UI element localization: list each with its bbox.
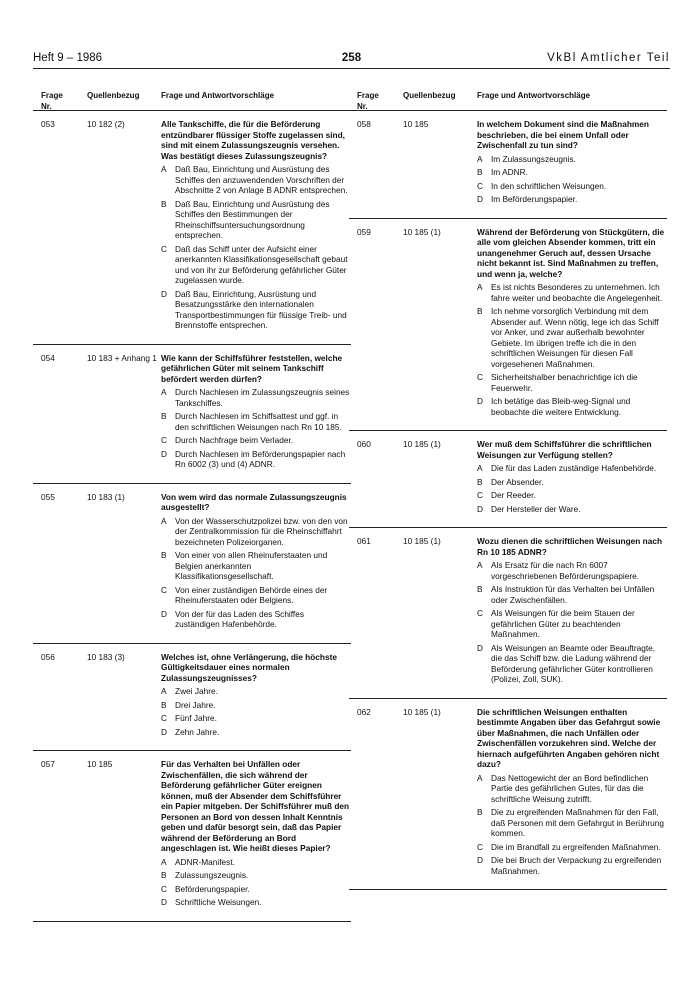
option-text: Als Ersatz für die nach Rn 6007 vorgeschriebenen Beförderungspapiere. (491, 560, 640, 581)
answer-option (477, 608, 667, 640)
question-body (161, 652, 351, 738)
question-text: Wozu dienen die schriftlichen Weisungen nach Rn 10 185 ADNR? (477, 536, 663, 557)
question-entry (33, 751, 351, 922)
answer-option (477, 194, 667, 205)
question-list (349, 111, 667, 890)
option-letter: A (161, 387, 167, 397)
option-letter: A (161, 856, 167, 867)
question-number: 059 (357, 226, 371, 237)
option-letter: D (161, 897, 167, 907)
publication-title: VkBl Amtlicher Teil (547, 52, 670, 64)
question-entry (349, 431, 667, 528)
answer-option (477, 463, 667, 474)
answer-option (477, 154, 667, 165)
option-letter: B (477, 167, 483, 177)
question-text: In welchem Dokument sind die Maßnahmen beschrieben, die bei einem Unfall oder Zwischenfall zu tun sind? (477, 119, 649, 150)
question-number: 055 (41, 491, 55, 502)
answer-option (477, 477, 667, 488)
source-reference: 10 185 (1) (403, 706, 441, 717)
option-text: Zehn Jahre. (175, 726, 220, 737)
option-text: Ich betätige das Bleib-weg-Signal und beobachte die weitere Entwicklung. (491, 396, 631, 417)
answer-option (161, 550, 351, 582)
option-text: Durch Nachlesen im Zulassungszeugnis seines Tankschiffes. (175, 387, 350, 408)
question-body (161, 353, 351, 470)
question-list (33, 111, 351, 922)
answer-option (477, 773, 667, 805)
answer-option (477, 504, 667, 515)
answer-option (161, 387, 351, 408)
question-entry (349, 528, 667, 699)
option-letter: D (477, 194, 483, 204)
question-number: 058 (357, 119, 371, 129)
source-reference: 10 183 + Anhang 1 (87, 352, 157, 363)
question-entry (33, 484, 351, 644)
option-letter: D (161, 726, 167, 737)
question-text: Welches ist, ohne Verlängerung, die höchste Gültigkeitsdauer eines normalen Zulassungszeugnisses? (161, 651, 337, 683)
question-text: Die schriftlichen Weisungen enthalten bestimmte Angaben über das Gefahrgut sowie über Maßnahmen, die nach Unfällen oder Zwischenfällen vorzukehren sind. Welche der hiernach aufgeführten Angaben gehören nicht dazu? (477, 706, 661, 769)
option-letter: A (161, 164, 167, 174)
option-letter: D (161, 288, 167, 299)
column-header (349, 88, 667, 111)
option-text: Die zu ergreifenden Maßnahmen für den Fall, daß Personen mit dem Gefahrgut in Berührung kommen. (491, 807, 664, 838)
option-text: Zulassungszeugnis. (175, 870, 249, 880)
option-letter: C (477, 608, 483, 618)
option-text: Durch Nachlesen im Beförderungspapier nach Rn 6002 (3) und (4) ADNR. (175, 448, 346, 469)
question-number: 057 (41, 759, 55, 769)
option-letter: C (477, 372, 483, 382)
question-entry (349, 219, 667, 432)
option-letter: A (477, 560, 483, 570)
source-reference: 10 182 (2) (87, 119, 125, 129)
option-letter: C (161, 713, 167, 723)
option-text: Von einer von allen Rheinuferstaaten und Belgien anerkannten Klassifikationsgesellschaft. (175, 550, 328, 581)
question-entry (33, 345, 351, 484)
answer-option (161, 700, 351, 711)
option-text: Die im Brandfall zu ergreifenden Maßnahmen. (491, 841, 661, 852)
answer-option (161, 857, 351, 868)
question-number: 062 (357, 706, 371, 717)
option-letter: A (477, 772, 483, 783)
option-text: Daß Bau, Einrichtung, Ausrüstung und Besatzungsstärke den internationalen Transportbestimmungen für flüssige Treib- und Brennstoffe entsprechen. (175, 288, 347, 330)
option-text: Im Zulassungszeugnis. (491, 153, 576, 164)
answer-option (161, 199, 351, 241)
option-letter: A (477, 463, 483, 473)
option-text: Durch Nachfrage beim Verlader. (175, 435, 294, 445)
option-text: Der Hersteller der Ware. (491, 503, 581, 514)
option-letter: B (161, 411, 167, 421)
option-text: Von der Wasserschutzpolizei bzw. von den von der Zentralkommission für die Rheinschiffahrt bezeichneten Polizeiorganen. (175, 515, 348, 547)
option-text: Zwei Jahre. (175, 686, 218, 696)
answer-option (477, 855, 667, 876)
option-letter: B (477, 584, 483, 594)
answer-option (477, 282, 667, 303)
question-body (477, 119, 667, 205)
source-reference: 10 185 (1) (403, 536, 441, 546)
question-text: Von wem wird das normale Zulassungszeugnis ausgestellt? (161, 491, 347, 512)
option-letter: B (161, 550, 167, 560)
answer-option (161, 727, 351, 738)
option-text: Daß Bau, Einrichtung und Ausrüstung des Schiffes den Bestimmungen der Rheinschiffsuntersuchungsordnung entsprechen. (175, 198, 330, 240)
question-number: 053 (41, 119, 55, 129)
answer-option (477, 490, 667, 501)
option-letter: B (161, 198, 167, 209)
option-letter: C (477, 841, 483, 852)
question-number: 060 (357, 439, 371, 449)
option-text: Sicherheitshalber benachrichtige ich die Feuerwehr. (491, 372, 638, 393)
question-body (477, 536, 667, 685)
question-body (477, 439, 667, 514)
question-text: Für das Verhalten bei Unfällen oder Zwischenfällen, die sich während der Beförderung gefährlicher Güter ereignen können, muß der Absender dem Schiffsführer ein Papier mitgeben. Der Schiffsführer muß den Personen an Bord von dessen Inhalt Kenntnis geben und dafür besorgt sein, daß das Papier während der Beförderung an Bord angeschlagen ist. Wie heißt dieses Papier? (161, 759, 350, 853)
question-body (161, 119, 351, 331)
issue-label: Heft 9 – 1986 (33, 52, 103, 64)
question-entry (33, 111, 351, 345)
option-text: Beförderungspapier. (175, 883, 250, 894)
option-text: Durch Nachlesen im Schiffsattest und ggf. in den schriftlichen Weisungen nach Rn 10 185. (175, 411, 342, 432)
option-text: Im ADNR. (491, 167, 528, 177)
question-number: 054 (41, 352, 55, 363)
question-body (477, 227, 667, 418)
source-reference: 10 183 (1) (87, 491, 125, 502)
right-column (349, 88, 667, 890)
question-body (161, 759, 351, 908)
source-reference: 10 183 (3) (87, 651, 125, 662)
option-text: Das Nettogewicht der an Bord befindlichen Partie des gefährlichen Gutes, für das die schriftliche Weisung zutrifft. (491, 772, 649, 804)
option-letter: C (161, 584, 167, 595)
question-text: Wer muß dem Schiffsführer die schriftlichen Weisungen zur Verfügung stellen? (477, 439, 652, 460)
option-letter: B (161, 699, 167, 710)
question-body (477, 707, 667, 877)
answer-option (477, 643, 667, 685)
source-reference: 10 185 (87, 759, 113, 769)
header-fragen: Frage und Antwortvorschläge (161, 91, 275, 100)
answer-option (161, 609, 351, 630)
option-letter: C (161, 435, 167, 445)
question-number: 056 (41, 651, 55, 662)
option-text: Der Reeder. (491, 490, 536, 500)
answer-option (161, 585, 351, 606)
question-entry (349, 699, 667, 891)
option-letter: C (477, 490, 483, 500)
option-text: Daß das Schiff unter der Aufsicht einer anerkannten Klassifikationsgesellschaft gebaut und von ihr zur Beförderung gefährlicher Güter zugelassen wurde. (175, 243, 348, 285)
option-letter: B (477, 476, 483, 487)
option-letter: C (477, 180, 483, 191)
option-text: Von der für das Laden des Schiffes zuständigen Hafenbehörde. (175, 608, 304, 629)
header-quellenbezug: Quellenbezug (87, 91, 140, 100)
option-letter: B (161, 870, 167, 880)
option-text: Es ist nichts Besonderes zu unternehmen. Ich fahre weiter und beobachte die Angelegenheit. (491, 282, 663, 303)
option-text: Im Beförderungspapier. (491, 194, 578, 204)
page-number: 258 (341, 52, 362, 64)
header-fragen: Frage und Antwortvorschläge (477, 91, 591, 100)
question-entry (349, 111, 667, 219)
option-text: Die bei Bruch der Verpackung zu ergreifenden Maßnahmen. (491, 855, 662, 876)
answer-option (161, 686, 351, 697)
answer-option (477, 396, 667, 417)
option-letter: D (161, 448, 167, 459)
answer-option (161, 164, 351, 196)
header-frage-nr: Frage Nr. (357, 91, 379, 111)
answer-option (161, 449, 351, 470)
source-reference: 10 185 (403, 119, 429, 129)
option-text: Drei Jahre. (175, 699, 216, 710)
question-text: Alle Tankschiffe, die für die Beförderung entzündbarer flüssiger Stoffe zugelassen sind, sind mit einem Zulassungszeugnis versehen. Was bestätigt dieses Zulassungszeugnis? (161, 119, 345, 161)
left-column (33, 88, 351, 922)
answer-option (477, 306, 667, 369)
answer-option (161, 516, 351, 548)
question-body (161, 492, 351, 630)
option-text: Als Weisungen für die beim Stauen der gefährlichen Güter zu beachtenden Maßnahmen. (491, 608, 635, 639)
option-letter: D (477, 396, 483, 406)
question-number: 061 (357, 536, 371, 546)
answer-option (161, 244, 351, 286)
header-frage-nr: Frage Nr. (41, 91, 63, 111)
option-text: Daß Bau, Einrichtung und Ausrüstung des Schiffes den anzuwendenden Vorschriften der Abschnitte 2 von Anlage B ADNR entsprechen. (175, 164, 348, 195)
answer-option (477, 807, 667, 839)
answer-option (161, 870, 351, 881)
answer-option (161, 897, 351, 908)
source-reference: 10 185 (1) (403, 439, 441, 449)
source-reference: 10 185 (1) (403, 226, 441, 237)
answer-option (161, 435, 351, 446)
answer-option (477, 167, 667, 178)
option-letter: C (161, 883, 167, 894)
question-text: Wie kann der Schiffsführer feststellen, welche gefährlichen Güter mit seinem Tankschiff befördert werden dürfen? (161, 352, 343, 384)
option-text: ADNR-Manifest. (175, 856, 235, 867)
answer-option (161, 884, 351, 895)
option-letter: A (161, 686, 167, 696)
option-letter: A (477, 282, 483, 292)
question-text: Während der Beförderung von Stückgütern, die alle vom gleichen Absender kommen, tritt ein unangenehmer Geruch auf, dessen Ursache nicht bekannt ist. Sind Maßnahmen zu treffen, und wenn ja, welche? (477, 226, 665, 279)
page-header (33, 50, 670, 69)
option-letter: D (477, 503, 483, 514)
option-text: Der Absender. (491, 476, 544, 487)
column-header (33, 88, 351, 111)
answer-option (477, 181, 667, 192)
option-letter: D (477, 642, 483, 653)
answer-option (161, 713, 351, 724)
answer-option (477, 842, 667, 853)
option-text: Die für das Laden zuständige Hafenbehörde. (491, 463, 657, 473)
option-text: Schriftliche Weisungen. (175, 897, 262, 907)
option-text: Als Instruktion für das Verhalten bei Unfällen oder Zwischenfällen. (491, 584, 655, 605)
option-letter: B (477, 807, 483, 817)
option-letter: A (477, 153, 483, 164)
answer-option (477, 560, 667, 581)
option-text: Von einer zuständigen Behörde eines der Rheinuferstaaten oder Belgiens. (175, 584, 328, 605)
option-text: Fünf Jahre. (175, 713, 217, 723)
answer-option (477, 372, 667, 393)
option-text: Als Weisungen an Beamte oder Beauftragte, die das Schiff bzw. die Ladung während der Beförderung gefährlicher Güter kontrollieren (Polizei, Zoll, SUK). (491, 642, 656, 684)
option-letter: B (477, 306, 483, 316)
question-entry (33, 644, 351, 752)
option-letter: A (161, 515, 167, 526)
option-letter: C (161, 243, 167, 254)
option-text: Ich nehme vorsorglich Verbindung mit dem Absender auf. Wenn nötig, lege ich das Schiff vor Anker, und zwar außerhalb bewohnter Gebiete. Im übrigen treffe ich die in den schriftlichen Weisungen für diesen Fall vorgesehenen Maßnahmen. (491, 306, 659, 369)
answer-option (161, 289, 351, 331)
option-letter: D (477, 855, 483, 865)
option-letter: D (161, 608, 167, 619)
answer-option (161, 411, 351, 432)
answer-option (477, 584, 667, 605)
header-quellenbezug: Quellenbezug (403, 91, 456, 100)
option-text: In den schriftlichen Weisungen. (491, 180, 607, 191)
